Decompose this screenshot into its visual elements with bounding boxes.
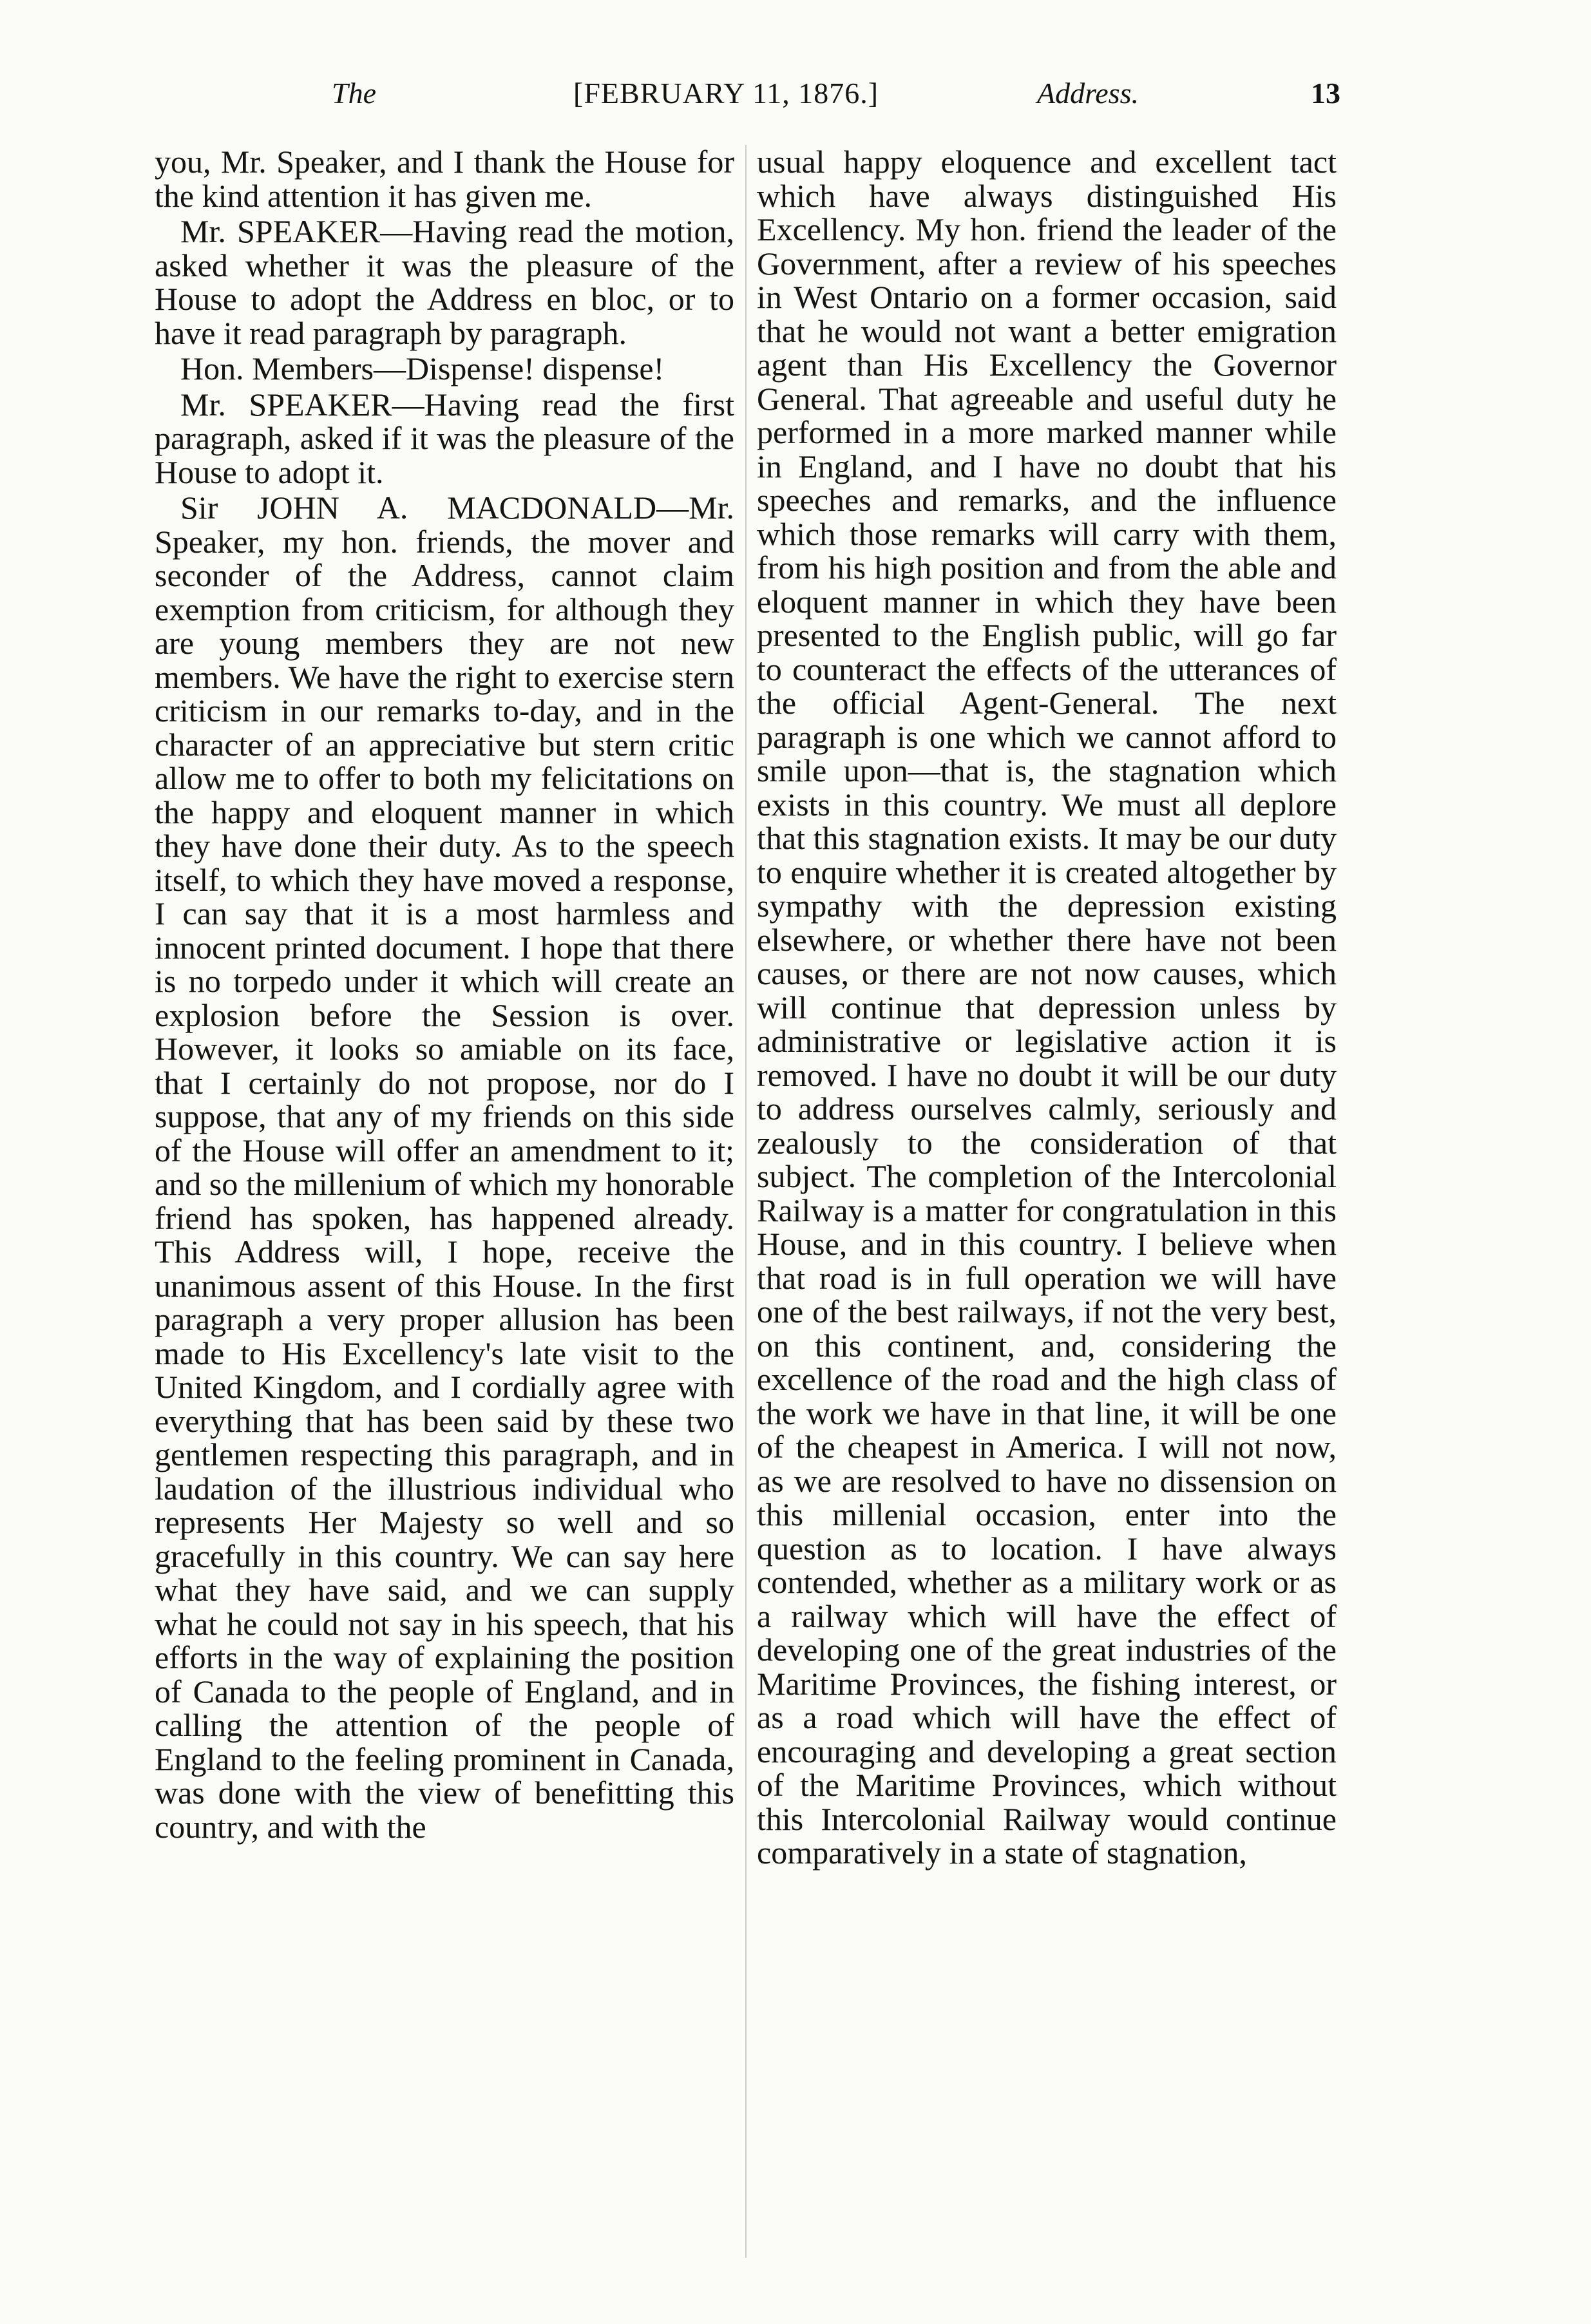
paragraph: you, Mr. Speaker, and I thank the House for the kind attention it has given me.	[155, 144, 734, 214]
paragraph: Mr. SPEAKER—Having read the first paragraph, asked if it was the pleasure of the House to adopt it.	[155, 386, 734, 490]
paragraph: Mr. SPEAKER—Having read the motion, asked whether it was the pleasure of the House to adopt the Address en bloc, or to have it read paragraph by paragraph.	[155, 213, 734, 351]
page-number: 13	[1311, 77, 1340, 110]
header-right: Address.	[1037, 77, 1139, 110]
header-left: The	[332, 77, 376, 110]
left-column	[155, 145, 734, 1845]
paragraph: Sir JOHN A. MACDONALD—Mr. Speaker, my hon. friends, the mover and seconder of the Address, cannot claim exemption from criticism, for although they are young members they are not new members. We have the right to exercise stern criticism in our remarks to-day, and in the character of an appreciative but stern critic allow me to offer to both my felicitations on the happy and eloquent manner in which they have done their duty. As to the speech itself, to which they have moved a response, I can say that it is a most harmless and innocent printed document. I hope that there is no torpedo under it which will create an explosion before the Session is over. However, it looks so amiable on its face, that I certainly do not propose, nor do I suppose, that any of my friends on this side of the House will offer an amendment to it; and so the millenium of which my honorable friend has spoken, has happened already. This Address will, I hope, receive the unanimous assent of this House. In the first paragraph a very proper allusion has been made to His Excellency's late visit to the United Kingdom, and I cordially agree with everything that has been said by these two gentlemen respecting this paragraph, and in laudation of the illustrious individual who represents Her Majesty so well and so gracefully in this country. We can say here what they have said, and we can supply what he could not say in his speech, that his efforts in the way of explaining the position of Canada to the people of England, and in calling the attention of the people of England to the feeling prominent in Canada, was done with the view of benefitting this country, and with the	[155, 490, 734, 1845]
header-date: [FEBRUARY 11, 1876.]	[573, 77, 879, 110]
page-header	[161, 76, 1340, 128]
right-column	[757, 145, 1337, 1872]
paragraph: Hon. Members—Dispense! dispense!	[180, 350, 665, 386]
paragraph: usual happy eloquence and excellent tact which have always distinguished His Excellency. My hon. friend the leader of the Government, after a review of his speeches in West Ontario on a former occasion, said that he would not want a better emigration agent than His Excellency the Governor General. That agreeable and useful duty he performed in a more marked manner while in England, and I have no doubt that his speeches and remarks, and the influence which those remarks will carry with them, from his high position and from the able and eloquent manner in which they have been presented to the English public, will go far to counteract the effects of the utterances of the official Agent-General. The next paragraph is one which we cannot afford to smile upon—that is, the stagnation which exists in this country. We must all deplore that this stagnation exists. It may be our duty to enquire whether it is created altogether by sympathy with the depression existing elsewhere, or whether there have not been causes, or there are not now causes, which will continue that depression unless by administrative or legislative action it is removed. I have no doubt it will be our duty to address ourselves calmly, seriously and zealously to the consideration of that subject. The completion of the Intercolonial Railway is a matter for congratulation in this House, and in this country. I believe when that road is in full operation we will have one of the best railways, if not the very best, on this continent, and, considering the excellence of the road and the high class of the work we have in that line, it will be one of the cheapest in America. I will not now, as we are resolved to have no dissension on this millenial occasion, enter into the question as to location. I have always contended, whether as a military work or as a railway which will have the effect of developing one of the great industries of the Maritime Provinces, the fishing interest, or as a road which will have the effect of encouraging and developing a great section of the Maritime Provinces, which without this Intercolonial Railway would continue comparatively in a state of stagnation,	[757, 144, 1337, 1871]
column-divider	[745, 145, 747, 2258]
